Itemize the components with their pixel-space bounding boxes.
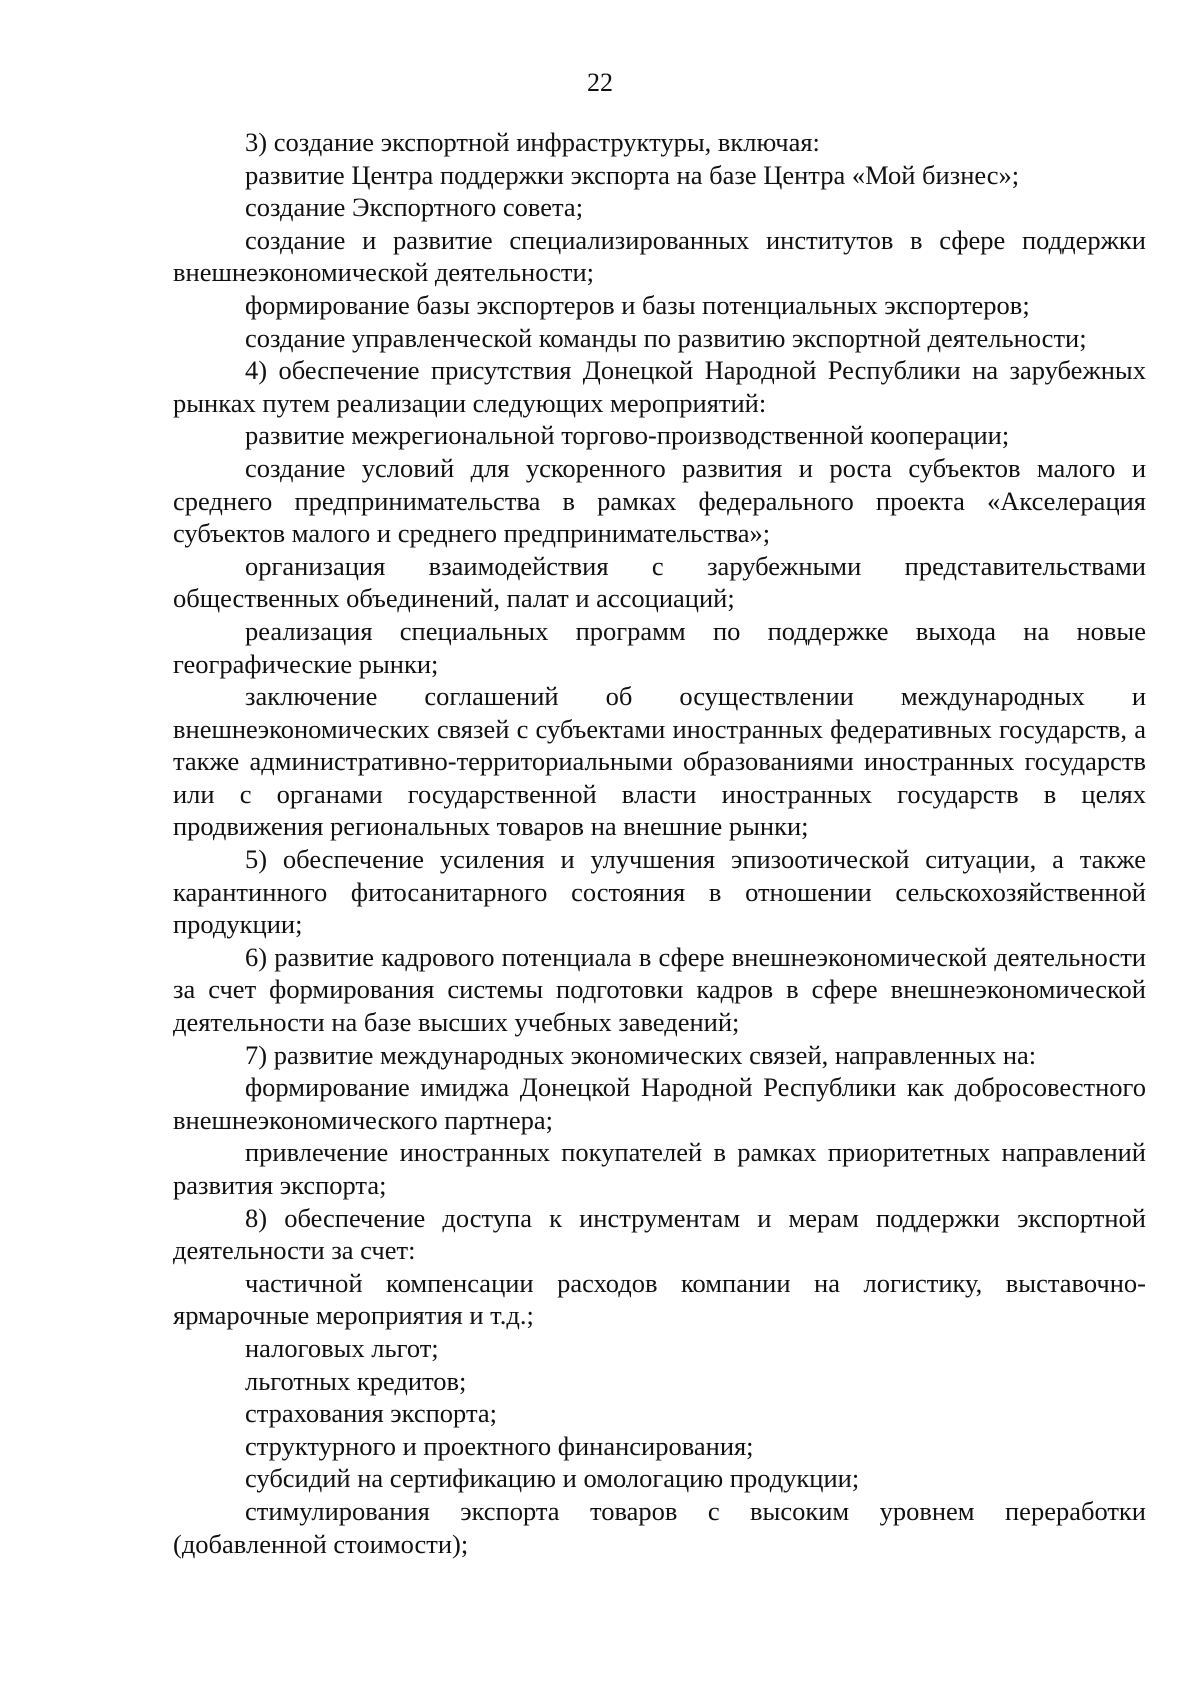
- paragraph: 3) создание экспортной инфраструктуры, включая:: [245, 127, 820, 157]
- paragraph: формирование имиджа Донецкой Народной Республики как добросовестного внешнеэкономического партнера;: [173, 1072, 1146, 1135]
- paragraph: субсидий на сертификацию и омологацию продукции;: [245, 1463, 860, 1494]
- paragraph: реализация специальных программ по поддержке выхода на новые географические рынки;: [173, 615, 1146, 679]
- paragraph: 5) обеспечение усиления и улучшения эпизоотической ситуации, а также карантинного фитосанитарного состояния в отношении сельскохозяйственной продукции;: [173, 844, 1146, 940]
- paragraph: структурного и проектного финансирования;: [245, 1430, 754, 1461]
- paragraph: стимулирования экспорта товаров с высоким уровнем переработки (добавленной стоимости);: [173, 1495, 1146, 1559]
- paragraph: создание и развитие специализированных институтов в сфере поддержки внешнеэкономической деятельности;: [173, 224, 1146, 288]
- paragraph: налоговых льгот;: [245, 1332, 439, 1363]
- paragraph: формирование базы экспортеров и базы потенциальных экспортеров;: [245, 289, 1030, 320]
- paragraph: создание Экспортного совета;: [245, 192, 584, 223]
- document-body: [173, 126, 1146, 1560]
- paragraph: создание условий для ускоренного развития и роста субъектов малого и среднего предпринимательства в рамках федерального проекта «Акселерация субъектов малого и среднего предпринимательства»;: [173, 452, 1146, 549]
- paragraph: создание управленческой команды по развитию экспортной деятельности;: [245, 322, 1087, 353]
- paragraph: привлечение иностранных покупателей в рамках приоритетных направлений развития экспорта;: [173, 1137, 1146, 1200]
- paragraph: льготных кредитов;: [245, 1365, 467, 1396]
- paragraph: страхования экспорта;: [245, 1398, 497, 1429]
- paragraph: развитие межрегиональной торгово-производственной кооперации;: [245, 420, 1010, 451]
- paragraph: 6) развитие кадрового потенциала в сфере внешнеэкономической деятельности за счет формирования системы подготовки кадров в сфере внешнеэкономической деятельности на базе высших учебных заведений;: [173, 941, 1146, 1038]
- paragraph: частичной компенсации расходов компании на логистику, выставочно-ярмарочные мероприятия и т.д.;: [173, 1267, 1146, 1331]
- paragraph: заключение соглашений об осуществлении международных и внешнеэкономических связей с субъектами иностранных федеративных государств, а также административно-территориальными образованиями иностранных государств или с органами государственной власти иностранных государств в целях продвижения региональных товаров на внешние рынки;: [173, 681, 1146, 842]
- paragraph: 8) обеспечение доступа к инструментам и мерам поддержки экспортной деятельности за счет:: [173, 1202, 1146, 1266]
- paragraph: 7) развитие международных экономических связей, направленных на:: [245, 1039, 1037, 1070]
- paragraph: организация взаимодействия с зарубежными представительствами общественных объединений, палат и ассоциаций;: [173, 550, 1146, 614]
- page-number: 22: [587, 68, 613, 97]
- paragraph: развитие Центра поддержки экспорта на базе Центра «Мой бизнес»;: [245, 159, 1020, 190]
- paragraph: 4) обеспечение присутствия Донецкой Народной Республики на зарубежных рынках путем реализации следующих мероприятий:: [173, 355, 1146, 418]
